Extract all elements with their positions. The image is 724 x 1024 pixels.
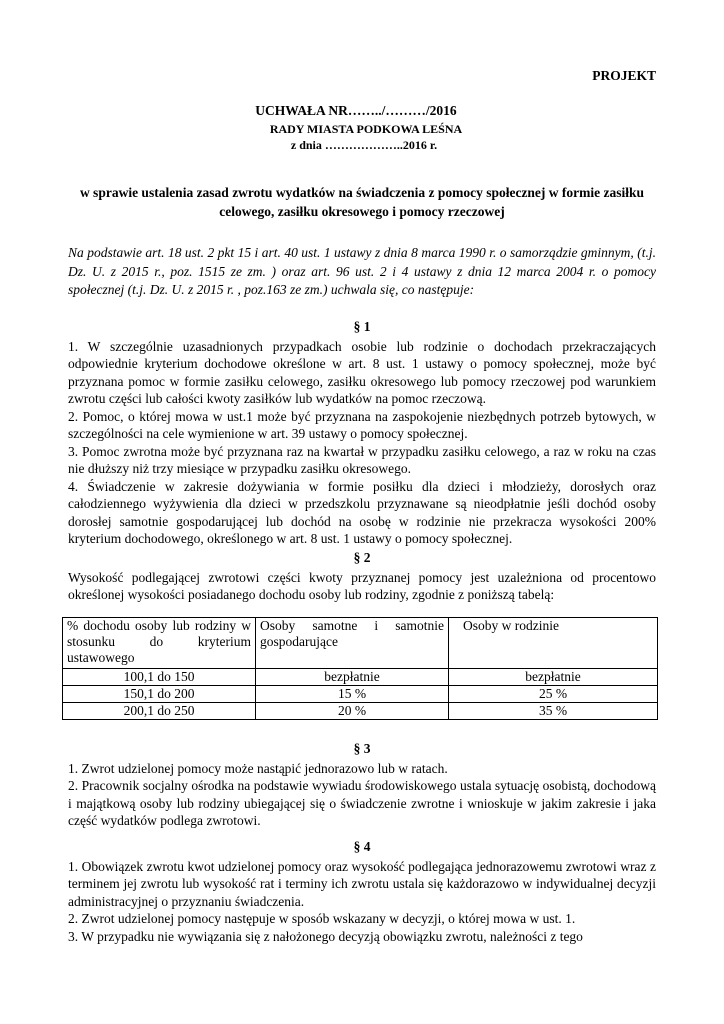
table-cell: bezpłatnie	[256, 669, 449, 686]
table-cell: 100,1 do 150	[63, 669, 256, 686]
table-cell: bezpłatnie	[449, 669, 658, 686]
section-title: § 4	[353, 839, 371, 854]
draft-label: PROJEKT	[592, 68, 656, 83]
repayment-table	[62, 617, 658, 720]
section-paragraph: 1. Obowiązek zwrotu kwot udzielonej pomocy oraz wysokość podlegająca jednorazowemu zwrotowi wraz z terminem jej zwrotu lub wysokość rat i terminy ich zwrotu ustala się każdorazowo w indywidualnej decyzji administracyjnej o przyznaniu świadczenia.	[68, 858, 656, 909]
section-paragraph: 2. Pracownik socjalny ośrodka na podstawie wywiadu środowiskowego ustala sytuację osobistą, dochodową i majątkową osoby lub rodziny ubiegającej się o świadczenie zwrotne i wnioskuje w jakim zakresie i jaka część wydatków podlega zwrotowi.	[68, 778, 656, 828]
section-title: § 1	[353, 319, 371, 334]
table-cell: 35 %	[449, 703, 658, 720]
section-paragraph: 2. Pomoc, o której mowa w ust.1 może być przyznana na zaspokojenie niezbędnych potrzeb bytowych, w szczególności na cele wymienione w art. 39 ustawy o pomocy społecznej.	[68, 408, 656, 441]
section-1	[68, 318, 656, 548]
table-cell: 25 %	[449, 686, 658, 703]
table-cell: 20 %	[256, 703, 449, 720]
table-header-cell: Osoby w rodzinie	[449, 618, 658, 669]
section-title: § 3	[353, 741, 371, 756]
section-paragraph: 1. W szczególnie uzasadnionych przypadkach osobie lub rodzinie o dochodach przekraczających odpowiednie kryterium dochodowe określone w art. 8 ust. 1 ustawy o pomocy społecznej, może być przyznana pomoc w formie zasiłku celowego, zasiłku okresowego lub pomocy rzeczowej pod warunkiem zwrotu części lub całości kwoty zasiłków lub wydatków na pomoc rzeczową.	[68, 338, 656, 406]
section-paragraph: 4. Świadczenie w zakresie dożywiania w formie posiłku dla dzieci i młodzieży, dorosłych oraz całodziennego wyżywienia dla dzieci w przedszkolu przyznawane są nieodpłatnie jeśli dochód osoby dorosłej samotnie gospodarującej lub dochód na osobę w rodzinie nie przekracza wysokości 200% kryterium dochodowego, określonego w art. 8 ust. 1 ustawy o pomocy społecznej.	[68, 478, 656, 546]
section-title: § 2	[353, 550, 371, 565]
table-header-cell: Osoby samotne i samotnie gospodarujące	[256, 618, 449, 669]
table-cell: 15 %	[256, 686, 449, 703]
section-4	[68, 838, 656, 945]
table-row	[63, 703, 658, 720]
table-header-row	[63, 618, 658, 669]
council-name: RADY MIASTA PODKOWA LEŚNA	[269, 122, 463, 136]
section-paragraph: 3. Pomoc zwrotna może być przyznana raz na kwartał w przypadku zasiłku celowego, a raz w roku na czas nie dłuższy niż trzy miesiące w przypadku zasiłku okresowego.	[68, 443, 656, 476]
resolution-number: UCHWAŁA NR……../………/2016	[255, 103, 457, 118]
resolution-date: z dnia ………………..2016 r.	[290, 138, 438, 152]
section-paragraph: Wysokość podlegającej zwrotowi części kwoty przyznanej pomocy jest uzależniona od procentowo określonej wysokości posiadanego dochodu osoby lub rodziny, zgodnie z poniższą tabelą:	[68, 569, 656, 602]
table-row	[63, 669, 658, 686]
section-paragraph: 3. W przypadku nie wywiązania się z nałożonego decyzją obowiązku zwrotu, należności z tego	[68, 928, 583, 944]
section-2	[68, 549, 656, 604]
section-paragraph: 2. Zwrot udzielonej pomocy następuje w sposób wskazany w decyzji, o której mowa w ust. 1.	[68, 911, 576, 926]
section-3	[68, 740, 656, 830]
legal-basis-preamble: Na podstawie art. 18 ust. 2 pkt 15 i art. 40 ust. 1 ustawy z dnia 8 marca 1990 r. o samorządzie gminnym, (t.j. Dz. U. z 2015 r., poz. 1515 ze zm. ) oraz art. 96 ust. 2 i 4 ustawy z dnia 12 marca 2004 r. o pomocy społecznej (t.j. Dz. U. z 2015 r. , poz.163 ze zm.) uchwala się, co następuje:	[68, 245, 656, 297]
section-paragraph: 1. Zwrot udzielonej pomocy może nastąpić jednorazowo lub w ratach.	[68, 760, 448, 776]
resolution-subject: w sprawie ustalenia zasad zwrotu wydatków na świadczenia z pomocy społecznej w formie zasiłku celowego, zasiłku okresowego i pomocy rzeczowej	[79, 185, 645, 219]
table-cell: 150,1 do 200	[63, 686, 256, 703]
table-row	[63, 686, 658, 703]
table-header-cell: % dochodu osoby lub rodziny w stosunku do kryterium ustawowego	[63, 618, 256, 669]
table-cell: 200,1 do 250	[63, 703, 256, 720]
